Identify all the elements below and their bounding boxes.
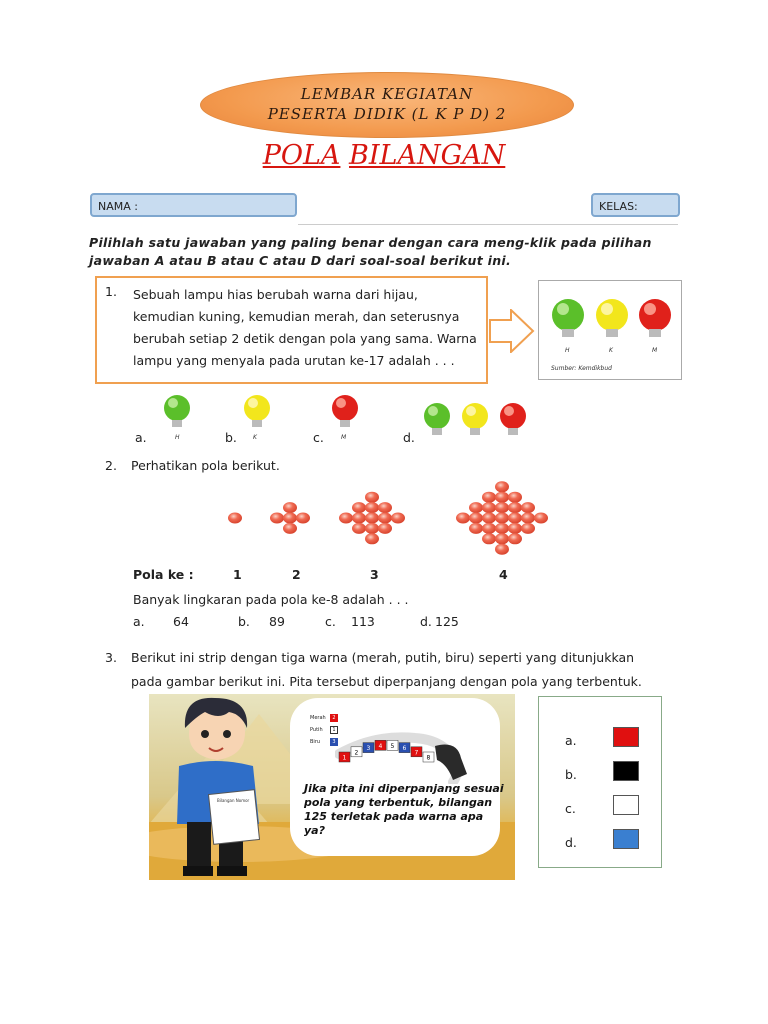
pattern-circle bbox=[508, 523, 522, 534]
header-oval bbox=[200, 72, 574, 138]
pattern-circle bbox=[482, 513, 496, 524]
pattern-circle bbox=[378, 502, 392, 513]
q3-number: 3. bbox=[105, 650, 117, 665]
pattern-circle bbox=[283, 513, 297, 524]
legend-label: Biru bbox=[310, 739, 321, 745]
q2-text: Perhatikan pola berikut. bbox=[131, 458, 280, 473]
black-square bbox=[613, 761, 639, 781]
lamp-label: H bbox=[175, 434, 180, 441]
pattern-circle bbox=[495, 481, 509, 492]
circle-pattern bbox=[220, 480, 580, 560]
panel-source: Sumber: Kemdikbud bbox=[551, 365, 612, 372]
strip-number: 5 bbox=[390, 742, 395, 750]
legend-value: 1 bbox=[330, 726, 338, 734]
q3-options bbox=[538, 696, 662, 868]
q2-question: Banyak lingkaran pada pola ke-8 adalah . . . bbox=[133, 592, 409, 607]
pattern-circle bbox=[482, 523, 496, 534]
q2-option-c-value[interactable]: 113 bbox=[351, 614, 375, 629]
q1-option-c[interactable] bbox=[313, 394, 383, 450]
pola-number-1: 1 bbox=[233, 567, 242, 582]
title-word1: POLA bbox=[262, 140, 341, 171]
pattern-circle bbox=[521, 502, 535, 513]
q3-option-c[interactable] bbox=[565, 795, 645, 819]
white-square bbox=[613, 795, 639, 815]
pattern-circle bbox=[296, 513, 310, 524]
option-label: a. bbox=[135, 430, 147, 445]
pattern-circle bbox=[495, 492, 509, 503]
q2-number: 2. bbox=[105, 458, 117, 473]
pattern-circle bbox=[469, 523, 483, 534]
pola-number-2: 2 bbox=[292, 567, 301, 582]
pattern-circle bbox=[365, 523, 379, 534]
pattern-circle bbox=[339, 513, 353, 524]
q2-option-b-label[interactable]: b. bbox=[238, 614, 250, 629]
lamp-label: M bbox=[341, 434, 347, 441]
pattern-circle bbox=[482, 533, 496, 544]
lamp-label: K bbox=[253, 434, 257, 441]
q3-option-b[interactable] bbox=[565, 761, 645, 785]
bubble-text: Jika pita ini diperpanjang sesuai pola yang terbentuk, bilangan 125 terletak pada warna apa ya? bbox=[304, 782, 504, 837]
pattern-circle bbox=[228, 513, 242, 524]
pattern-circle bbox=[352, 502, 366, 513]
header-line1: LEMBAR KEGIATAN bbox=[300, 85, 474, 103]
arrow-right-icon bbox=[489, 309, 535, 353]
pattern-circle bbox=[534, 513, 548, 524]
legend-value: 3 bbox=[330, 738, 338, 746]
pattern-circle bbox=[508, 502, 522, 513]
pattern-circle bbox=[378, 523, 392, 534]
pattern-circle bbox=[391, 513, 405, 524]
q1-option-d[interactable] bbox=[403, 394, 553, 450]
option-label: c. bbox=[565, 801, 576, 816]
green-bulb-icon bbox=[552, 299, 584, 337]
q3-text-line1: Berikut ini strip dengan tiga warna (merah, putih, biru) seperti yang ditunjukkan bbox=[131, 650, 635, 665]
legend-label: Merah bbox=[310, 715, 326, 721]
nama-field[interactable] bbox=[90, 193, 297, 217]
pattern-circle bbox=[521, 523, 535, 534]
nama-label: NAMA : bbox=[98, 200, 138, 213]
option-label: d. bbox=[403, 430, 415, 445]
pattern-circle bbox=[270, 513, 284, 524]
legend-label: Putih bbox=[310, 727, 323, 733]
pattern-circle bbox=[482, 502, 496, 513]
q2-option-d-label[interactable]: d. bbox=[420, 614, 432, 629]
yellow-bulb-icon bbox=[596, 299, 628, 337]
panel-label-h: H bbox=[565, 347, 570, 354]
strip-number: 4 bbox=[378, 742, 383, 750]
option-label: b. bbox=[225, 430, 237, 445]
pattern-circle bbox=[378, 513, 392, 524]
pattern-circle bbox=[283, 523, 297, 534]
q2-option-b-value[interactable]: 89 bbox=[269, 614, 285, 629]
pola-number-4: 4 bbox=[499, 567, 508, 582]
kelas-field[interactable] bbox=[591, 193, 680, 217]
pattern-circle bbox=[521, 513, 535, 524]
pola-number-3: 3 bbox=[370, 567, 379, 582]
ribbon-strip bbox=[335, 724, 485, 784]
three-bulbs-icon bbox=[421, 402, 547, 442]
q1-option-a[interactable] bbox=[135, 394, 205, 450]
pattern-circle bbox=[495, 523, 509, 534]
pattern-circle bbox=[482, 492, 496, 503]
q2-option-a-label[interactable]: a. bbox=[133, 614, 145, 629]
q1-number: 1. bbox=[105, 284, 117, 299]
yellow-bulb-icon bbox=[241, 394, 275, 440]
red-bulb-icon bbox=[639, 299, 671, 337]
pattern-circle bbox=[283, 502, 297, 513]
q3-option-d[interactable] bbox=[565, 829, 645, 853]
title-word2: BILANGAN bbox=[349, 140, 506, 171]
q1-option-b[interactable] bbox=[225, 394, 295, 450]
legend-value: 2 bbox=[330, 714, 338, 722]
q2-option-c-label[interactable]: c. bbox=[325, 614, 336, 629]
board-title: Bilangan Nomor bbox=[217, 798, 250, 803]
option-label: c. bbox=[313, 430, 324, 445]
pattern-circle bbox=[365, 513, 379, 524]
pattern-circle bbox=[495, 513, 509, 524]
pattern-circle bbox=[469, 502, 483, 513]
pattern-circle bbox=[469, 513, 483, 524]
page-title bbox=[0, 140, 768, 171]
pola-label: Pola ke : bbox=[133, 567, 194, 582]
option-label: b. bbox=[565, 767, 577, 782]
strip-number: 3 bbox=[366, 745, 371, 753]
q3-option-a[interactable] bbox=[565, 727, 645, 751]
strip-number: 6 bbox=[402, 745, 407, 753]
pattern-circle bbox=[365, 492, 379, 503]
pattern-circle bbox=[365, 533, 379, 544]
legend-merah bbox=[310, 712, 350, 724]
pattern-circle bbox=[495, 544, 509, 555]
q3-text-line2: pada gambar berikut ini. Pita tersebut diperpanjang dengan pola yang terbentuk. bbox=[131, 674, 642, 689]
option-label: d. bbox=[565, 835, 577, 850]
red-square bbox=[613, 727, 639, 747]
kelas-label: KELAS: bbox=[599, 200, 638, 213]
pattern-circle bbox=[495, 502, 509, 513]
pattern-circle bbox=[365, 502, 379, 513]
strip-number: 2 bbox=[354, 749, 359, 757]
pattern-circle bbox=[352, 513, 366, 524]
blue-square bbox=[613, 829, 639, 849]
pattern-circle bbox=[508, 492, 522, 503]
panel-label-k: K bbox=[609, 347, 613, 354]
q2-options bbox=[133, 614, 473, 632]
q2-option-d-value[interactable]: 125 bbox=[435, 614, 459, 629]
pattern-circle bbox=[352, 523, 366, 534]
strip-number: 8 bbox=[426, 754, 431, 762]
header-line2: PESERTA DIDIK (L K P D) 2 bbox=[267, 105, 507, 123]
instruction-text: Pilihlah satu jawaban yang paling benar dengan cara meng-klik pada pilihan jawaban A atau B atau C atau D dari soal-soal berikut ini. bbox=[89, 235, 652, 268]
strip-number: 7 bbox=[414, 749, 419, 757]
q2-option-a-value[interactable]: 64 bbox=[173, 614, 189, 629]
lamp-panel bbox=[538, 280, 682, 380]
option-label: a. bbox=[565, 733, 577, 748]
pattern-circle bbox=[508, 533, 522, 544]
pattern-circle bbox=[508, 513, 522, 524]
q1-text: Sebuah lampu hias berubah warna dari hijau, kemudian kuning, kemudian merah, dan seterusnya berubah setiap 2 detik dengan pola yang sama. Warna lampu yang menyala pada urutan ke-17 adalah . . . bbox=[133, 287, 477, 368]
strip-number: 1 bbox=[342, 754, 347, 762]
pattern-circle bbox=[495, 533, 509, 544]
divider bbox=[298, 224, 678, 225]
pattern-circle bbox=[456, 513, 470, 524]
panel-label-m: M bbox=[652, 347, 658, 354]
q1-options bbox=[135, 394, 555, 450]
